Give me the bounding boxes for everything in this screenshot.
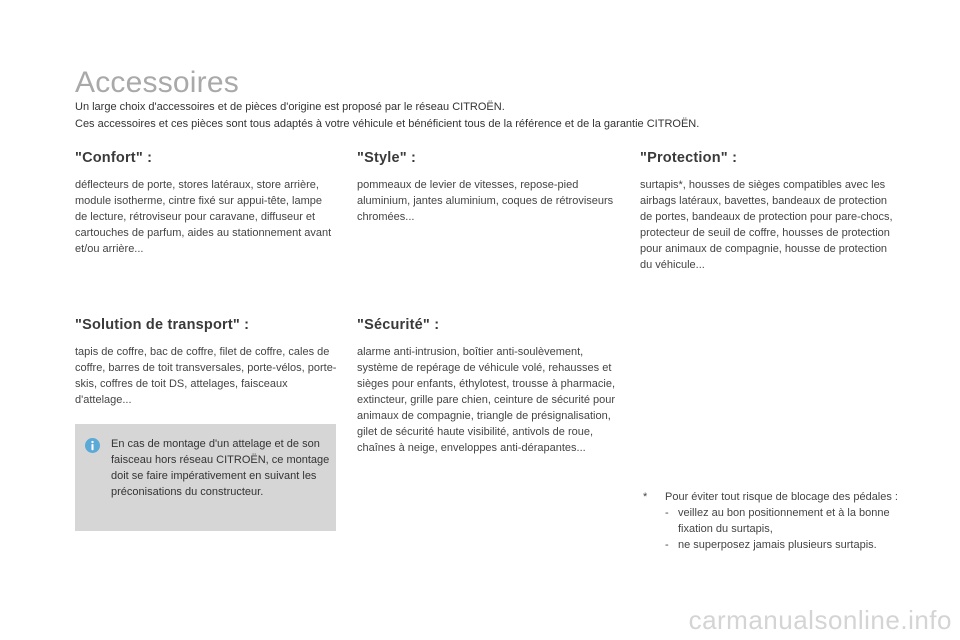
- section-body-confort: déflecteurs de porte, stores latéraux, store arrière, module isotherme, cintre fixé sur appui-tête, lampe de lecture, rétroviseur pour caravane, diffuseur et cartouches de parfum, aides au stationnement avant et/ou arrière...: [75, 179, 332, 255]
- section-heading-transport: "Solution de transport" :: [75, 317, 250, 333]
- footnote: [643, 489, 913, 553]
- intro-line-1: Un large choix d'accessoires et de pièces d'origine est proposé par le réseau CITROËN.: [75, 101, 505, 113]
- intro-text: [75, 99, 895, 133]
- info-text: En cas de montage d'un attelage et de son faisceau hors réseau CITROËN, ce montage doit se faire impérativement en suivant les préconisations du constructeur.: [111, 438, 330, 498]
- footnote-item-text: ne superposez jamais plusieurs surtapis.: [678, 539, 877, 551]
- footnote-text: Pour éviter tout risque de blocage des pédales :: [665, 491, 898, 503]
- section-confort: [75, 150, 337, 257]
- section-body-securite: alarme anti-intrusion, boîtier anti-soulèvement, système de repérage de véhicule volé, rehausses et sièges pour enfants, éthylotest, trousse à pharmacie, extincteur, grille pare chien, ceinture de sécurité pour animaux de compagnie, triangle de présignalisation, gilet de sécurité haute visibilité, antivols de roue, chaînes à neige, enveloppes anti-dérapantes...: [357, 346, 616, 454]
- section-body-style: pommeaux de levier de vitesses, repose-pied aluminium, jantes aluminium, coques de rétroviseurs chromées...: [357, 179, 614, 223]
- info-box: [75, 424, 336, 531]
- dash-bullet: -: [665, 539, 669, 551]
- section-heading-protection: "Protection" :: [640, 150, 738, 166]
- section-securite: [357, 317, 619, 456]
- info-icon: [85, 438, 100, 453]
- dash-bullet: -: [665, 507, 669, 519]
- section-heading-style: "Style" :: [357, 150, 417, 166]
- footnote-list: [643, 505, 913, 553]
- page-title: Accessoires: [75, 66, 239, 99]
- section-body-protection: surtapis*, housses de sièges compatibles avec les airbags latéraux, bavettes, bandeaux de protection de portes, bandeaux de protection pour pare-chocs, protecteur de seuil de coffre, housses de protection pour animaux de compagnie, housse de protection du véhicule...: [640, 179, 893, 271]
- footnote-item-2: [665, 537, 913, 553]
- section-heading-confort: "Confort" :: [75, 150, 153, 166]
- section-protection: [640, 150, 902, 273]
- watermark: carmanualsonline.info: [688, 605, 952, 635]
- footnote-asterisk: *: [643, 491, 648, 503]
- section-style: [357, 150, 619, 225]
- intro-line-2: Ces accessoires et ces pièces sont tous adaptés à votre véhicule et bénéficient tous de la référence et de la garantie CITROËN.: [75, 118, 700, 130]
- footnote-item-1: [665, 505, 913, 537]
- footnote-main: [643, 489, 913, 505]
- footnote-item-text: veillez au bon positionnement et à la bonne fixation du surtapis,: [678, 507, 890, 535]
- section-body-transport: tapis de coffre, bac de coffre, filet de coffre, cales de coffre, barres de toit transversales, porte-vélos, porte-skis, coffres de toit DS, attelages, faisceaux d'attelage...: [75, 346, 337, 406]
- section-transport: [75, 317, 337, 408]
- section-heading-securite: "Sécurité" :: [357, 317, 440, 333]
